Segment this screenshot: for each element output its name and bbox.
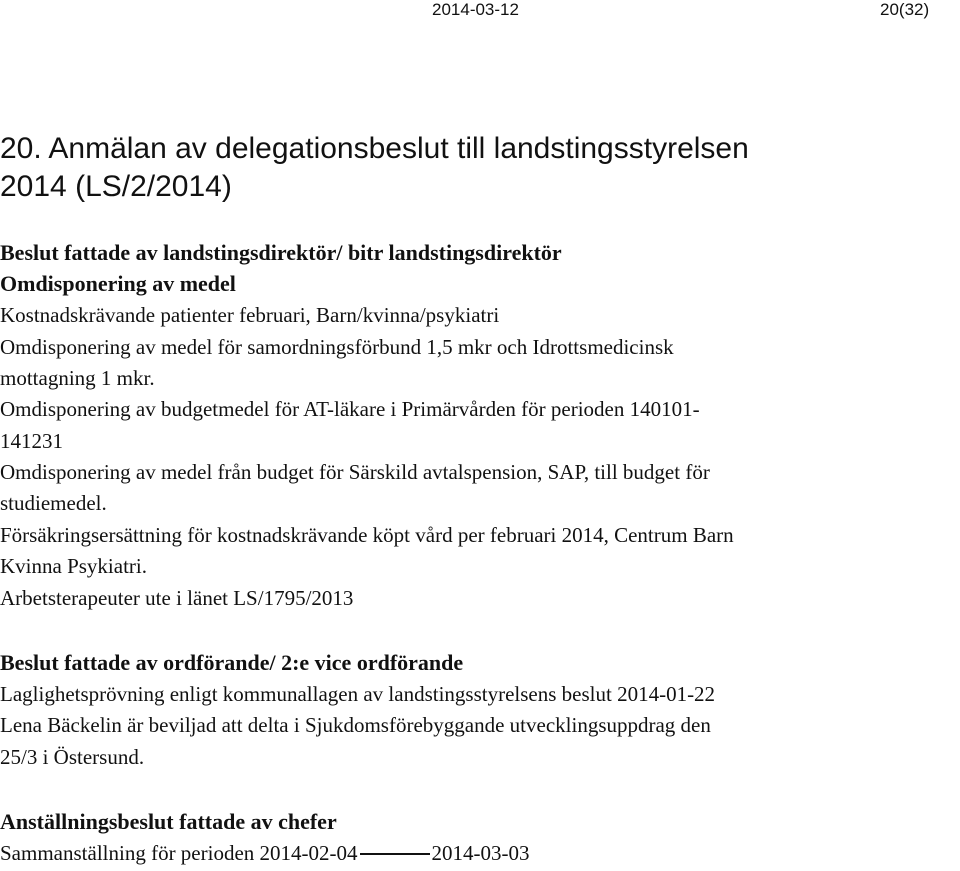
section1-subheading: Omdisponering av medel: [0, 271, 236, 296]
section1-line: studiemedel.: [0, 491, 107, 515]
section2-line: Lena Bäckelin är beviljad att delta i Sjukdomsförebyggande utvecklingsuppdrag den: [0, 713, 711, 737]
section1-line: Omdisponering av budgetmedel för AT-läkare i Primärvården för perioden 140101-: [0, 397, 700, 421]
section1-line: Arbetsterapeuter ute i länet LS/1795/2013: [0, 586, 354, 610]
section2-line: 25/3 i Östersund.: [0, 745, 145, 769]
section1-line: Försäkringsersättning för kostnadskrävande köpt vård per februari 2014, Centrum Barn: [0, 523, 734, 547]
period-start: Sammanställning för perioden 2014-02-04: [0, 841, 358, 865]
section1-line: Omdisponering av medel för samordningsförbund 1,5 mkr och Idrottsmedicinsk: [0, 335, 674, 359]
period-end: 2014-03-03: [431, 841, 530, 865]
section1-line: Omdisponering av medel från budget för Särskild avtalspension, SAP, till budget för: [0, 460, 710, 484]
page-title-line1: 20. Anmälan av delegationsbeslut till landstingsstyrelsen: [0, 132, 749, 165]
header-page-number: 20(32): [880, 0, 930, 19]
section2-heading: Beslut fattade av ordförande/ 2:e vice ordförande: [0, 650, 464, 675]
section1-heading: Beslut fattade av landstingsdirektör/ bitr landstingsdirektör: [0, 240, 562, 265]
section2-line: Laglighetsprövning enligt kommunallagen av landstingsstyrelsens beslut 2014-01-22: [0, 682, 716, 706]
page-title-line2: 2014 (LS/2/2014): [0, 170, 232, 203]
section1-line: Kvinna Psykiatri.: [0, 554, 147, 578]
header-date: 2014-03-12: [432, 0, 519, 19]
section1-line: mottagning 1 mkr.: [0, 366, 155, 390]
em-dash-separator: [360, 853, 430, 855]
section3-heading: Anställningsbeslut fattade av chefer: [0, 809, 337, 834]
section1-line: 141231: [0, 429, 63, 453]
section1-line: Kostnadskrävande patienter februari, Barn/kvinna/psykiatri: [0, 303, 500, 327]
section3-line: [0, 841, 530, 866]
